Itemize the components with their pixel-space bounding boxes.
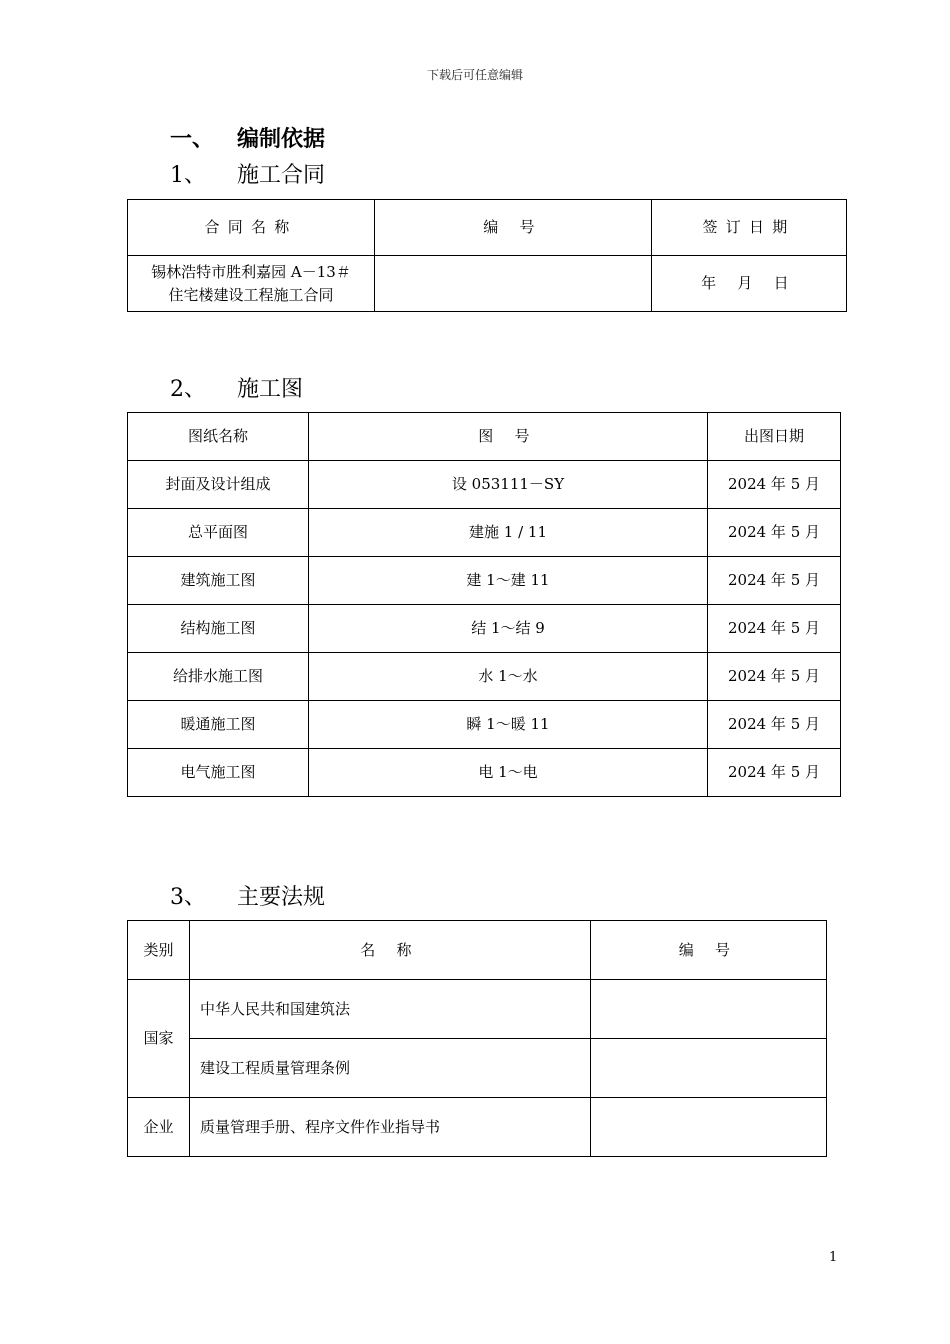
drawings-heading: 施工图 [237,377,304,402]
drawing-code-cell: 电 1～电 [309,749,708,797]
header-cell: 名 称 [190,921,591,980]
contract-name-line: 住宅楼建设工程施工合同 [168,285,334,304]
table-row [128,653,841,701]
contract-name-cell [128,256,375,312]
drawing-code-cell: 结 1～结 9 [309,605,708,653]
drawings-title [170,372,303,403]
table-row [128,701,841,749]
table-header-row [128,921,827,980]
drawing-name-cell: 封面及设计组成 [128,461,309,509]
drawing-code-cell: 水 1～水 [309,653,708,701]
drawing-name-cell: 电气施工图 [128,749,309,797]
drawing-name-cell: 结构施工图 [128,605,309,653]
contract-number-cell [375,256,652,312]
section-heading: 编制依据 [237,126,326,152]
drawing-date-cell: 2024 年 5 月 [708,701,841,749]
drawings-table [127,412,841,797]
drawing-code-cell: 瞬 1～暖 11 [309,701,708,749]
drawing-code-cell: 建 1～建 11 [309,557,708,605]
header-cell: 签订日期 [652,200,847,256]
page-number: 1 [829,1250,838,1265]
header-note: 下载后可任意编辑 [426,68,523,82]
contract-title [170,158,325,189]
section-title [170,122,325,153]
section-number: 一、 [170,126,215,152]
table-row [128,509,841,557]
regulation-number-cell [591,1098,827,1157]
table-row [128,1039,827,1098]
contract-name-line: 锡林浩特市胜利嘉园 A－13＃ [151,263,351,281]
table-row [128,749,841,797]
table-row [128,980,827,1039]
header-cell: 编 号 [375,200,652,256]
drawing-date-cell: 2024 年 5 月 [708,605,841,653]
drawing-date-cell: 2024 年 5 月 [708,749,841,797]
regulations-number-label: 3、 [170,885,206,910]
drawing-code-cell: 建施 1 / 11 [309,509,708,557]
drawing-name-cell: 暖通施工图 [128,701,309,749]
drawing-name-cell: 建筑施工图 [128,557,309,605]
regulation-number-cell [591,1039,827,1098]
header-cell: 编 号 [591,921,827,980]
header-cell: 图 号 [309,413,708,461]
drawing-code-cell: 设 053111－SY [309,461,708,509]
table-row [128,557,841,605]
contract-heading: 施工合同 [237,163,326,188]
regulation-name-cell: 建设工程质量管理条例 [190,1039,591,1098]
contract-number-label: 1、 [170,163,206,188]
header-cell: 图纸名称 [128,413,309,461]
regulations-heading: 主要法规 [237,885,326,910]
table-row [128,461,841,509]
regulations-table [127,920,827,1157]
table-header-row [128,200,847,256]
header-cell: 类别 [128,921,190,980]
regulation-name-cell: 质量管理手册、程序文件作业指导书 [190,1098,591,1157]
drawing-date-cell: 2024 年 5 月 [708,653,841,701]
drawing-name-cell: 总平面图 [128,509,309,557]
regulation-number-cell [591,980,827,1039]
drawings-number-label: 2、 [170,377,206,402]
drawing-date-cell: 2024 年 5 月 [708,461,841,509]
table-row [128,605,841,653]
header-cell: 出图日期 [708,413,841,461]
drawing-date-cell: 2024 年 5 月 [708,557,841,605]
table-row [128,256,847,312]
regulations-title [170,880,325,911]
contract-table [127,199,847,312]
drawing-name-cell: 给排水施工图 [128,653,309,701]
category-cell: 企业 [128,1098,190,1157]
table-header-row [128,413,841,461]
drawing-date-cell: 2024 年 5 月 [708,509,841,557]
table-row [128,1098,827,1157]
regulation-name-cell: 中华人民共和国建筑法 [190,980,591,1039]
category-cell: 国家 [128,980,190,1098]
header-cell: 合同名称 [128,200,375,256]
contract-date-cell: 年 月 日 [652,256,847,312]
